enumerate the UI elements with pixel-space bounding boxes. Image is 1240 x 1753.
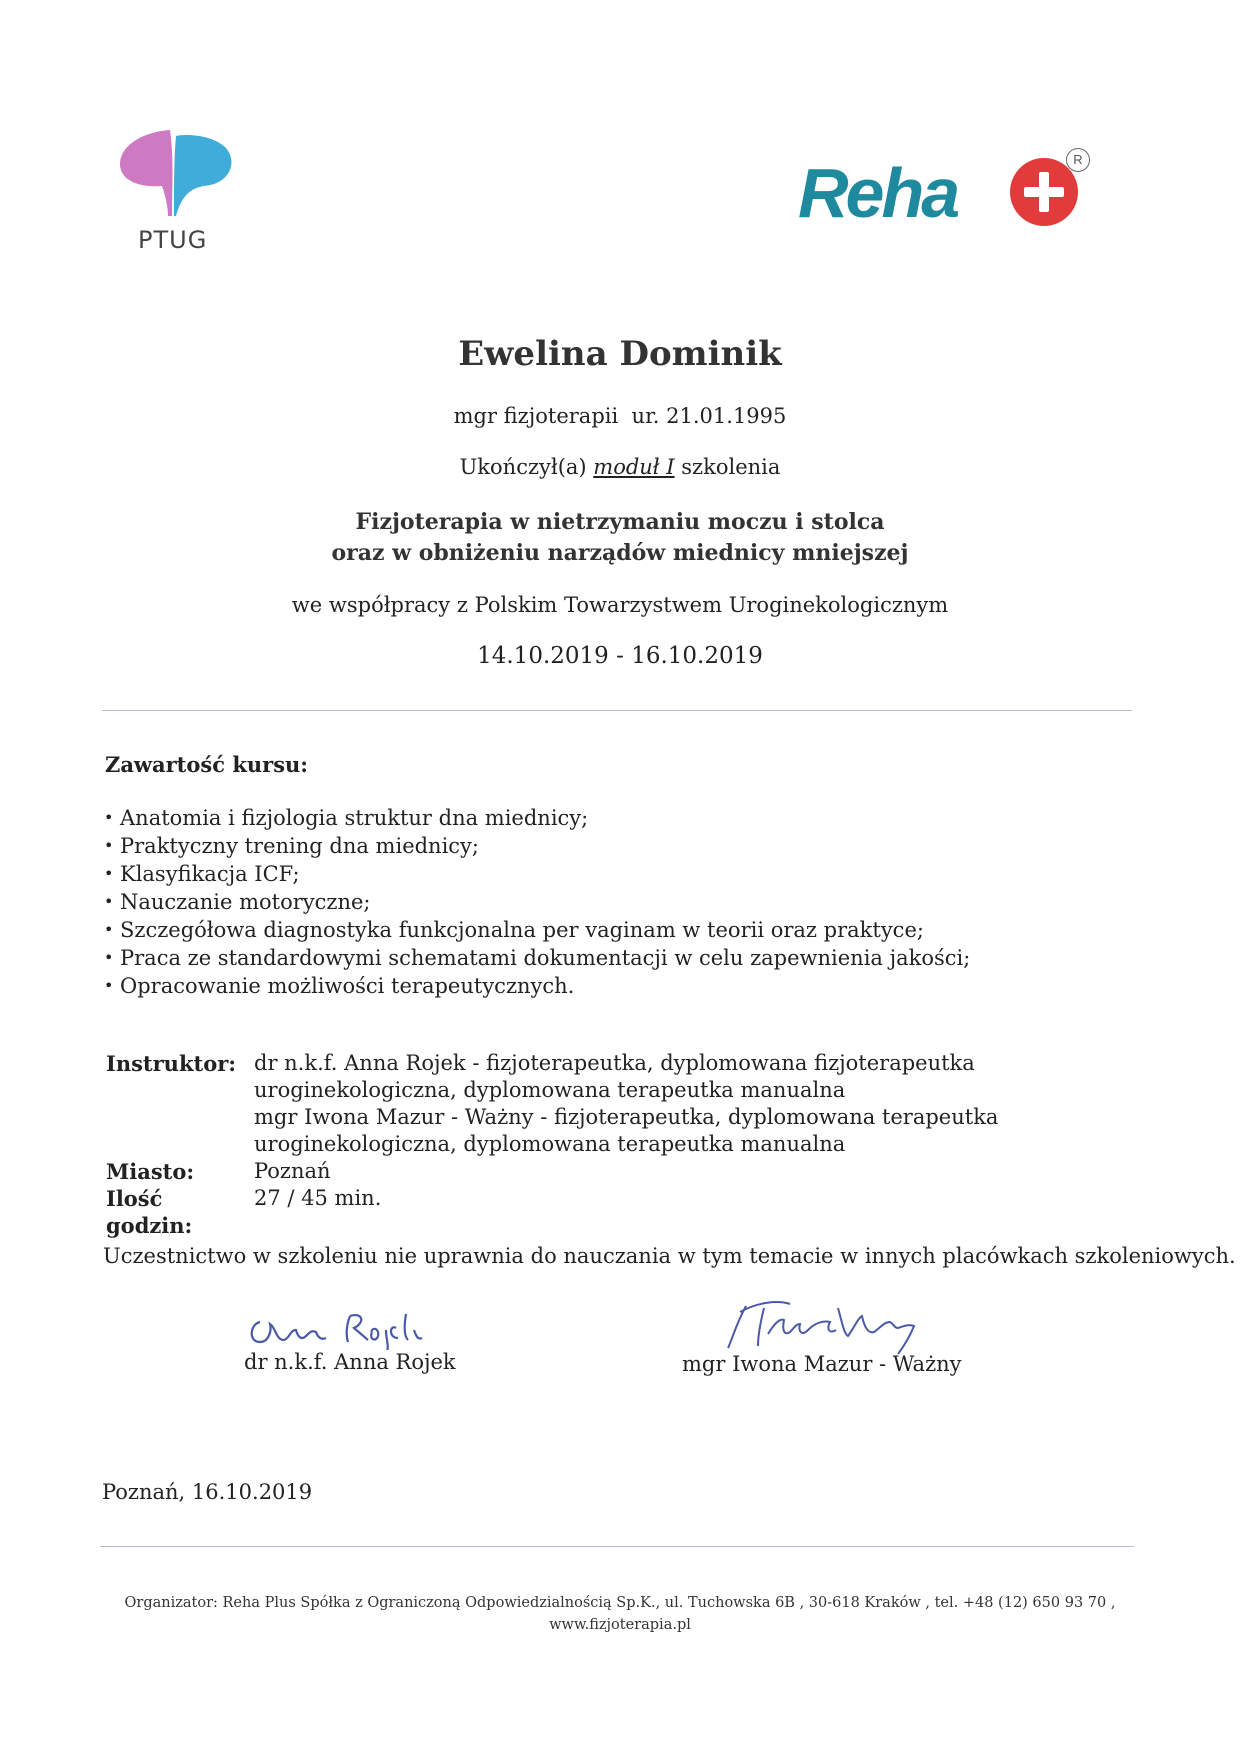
- list-item: • Anatomia i fizjologia struktur dna miednicy;: [102, 804, 970, 832]
- city-value: Poznań: [254, 1159, 331, 1183]
- registered-mark: R: [1066, 148, 1090, 172]
- course-info: [106, 1050, 1104, 1239]
- footer: [0, 1592, 1240, 1636]
- hours-value: 27 / 45 min.: [254, 1186, 382, 1210]
- instructor-1: dr n.k.f. Anna Rojek - fizjoterapeutka, dyplomowana fizjoterapeutka uroginekologiczna, dyplomowana terapeutka manualna: [254, 1051, 975, 1102]
- list-item: • Klasyfikacja ICF;: [102, 860, 970, 888]
- disclaimer-text: Uczestnictwo w szkoleniu nie uprawnia do nauczania w tym temacie w innych placówkach szkoleniowych.: [103, 1244, 1236, 1268]
- completion-suffix: szkolenia: [674, 455, 781, 479]
- completion-prefix: Ukończył(a): [459, 455, 594, 479]
- participant-name: Ewelina Dominik: [458, 334, 782, 374]
- list-item: • Nauczanie motoryczne;: [102, 888, 970, 916]
- contents-heading: Zawartość kursu:: [105, 752, 309, 777]
- list-item: • Praktyczny trening dna miednicy;: [102, 832, 970, 860]
- course-title-line1: Fizjoterapia w nietrzymaniu moczu i stolca: [355, 509, 885, 535]
- list-item: • Opracowanie możliwości terapeutycznych.: [102, 972, 970, 1000]
- hours-row: [106, 1185, 1104, 1239]
- place-and-date: Poznań, 16.10.2019: [102, 1480, 313, 1504]
- plus-icon: [1010, 158, 1078, 226]
- module-name: moduł I: [593, 455, 675, 479]
- signature-anna-rojek: [246, 1302, 446, 1350]
- participant-degree: mgr fizjoterapii ur. 21.01.1995: [453, 404, 787, 428]
- instructor-values: [254, 1050, 1104, 1158]
- reha-logo-text: Reha: [798, 154, 958, 232]
- list-item: • Szczegółowa diagnostyka funkcjonalna per vaginam w teorii oraz praktyce;: [102, 916, 970, 944]
- reha-plus-logo: [798, 148, 1088, 238]
- contents-list: [102, 804, 970, 1000]
- course-title-line2: oraz w obniżeniu narządów miednicy mniejszej: [331, 540, 909, 566]
- course-dates: 14.10.2019 - 16.10.2019: [477, 643, 763, 669]
- signatory-1-name: dr n.k.f. Anna Rojek: [244, 1350, 456, 1374]
- footer-website: www.fizjoterapia.pl: [549, 1617, 691, 1633]
- city-row: [106, 1158, 1104, 1185]
- instructor-row: [106, 1050, 1104, 1158]
- instructor-label: Instruktor:: [106, 1051, 237, 1076]
- city-label: Miasto:: [106, 1159, 195, 1184]
- ptug-logo-text: PTUG: [138, 226, 208, 254]
- list-item: • Praca ze standardowymi schematami dokumentacji w celu zapewnienia jakości;: [102, 944, 970, 972]
- divider: [102, 710, 1132, 711]
- signature-iwona-mazur-wazny: [718, 1294, 948, 1356]
- footer-organizer: Organizator: Reha Plus Spółka z Ograniczoną Odpowiedzialnością Sp.K., ul. Tuchowska 6B , 30-618 Kraków , tel. +48 (12) 650 93 70 ,: [124, 1595, 1116, 1611]
- instructor-2: mgr Iwona Mazur - Ważny - fizjoterapeutka, dyplomowana terapeutka uroginekologiczna, dyplomowana terapeutka manualna: [254, 1105, 999, 1156]
- completion-line: [0, 455, 1240, 479]
- hours-label: Ilość godzin:: [106, 1186, 193, 1238]
- cooperation-line: we współpracy z Polskim Towarzystwem Uroginekologicznym: [291, 593, 949, 617]
- footer-divider: [100, 1546, 1134, 1547]
- signatory-2-name: mgr Iwona Mazur - Ważny: [682, 1352, 962, 1376]
- course-title: [0, 507, 1240, 569]
